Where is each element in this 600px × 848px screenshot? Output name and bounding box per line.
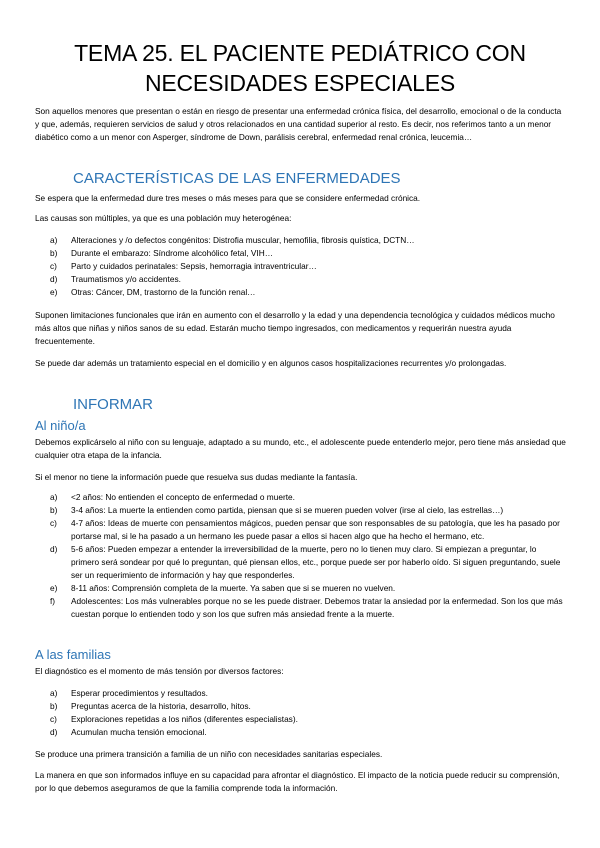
list-item-text: Adolescentes: Los más vulnerables porque no se les puede distraer. Debemos tratar la ansiedad por la enfermedad. Son los que más cuestan porque lo entienden todo y son los que sufren más ansiedad frente a la muerte. [71,596,563,619]
list-item-text: Exploraciones repetidas a los niños (diferentes especialistas). [71,714,298,724]
paragraph-diagnostico: El diagnóstico es el momento de más tensión por diversos factores: [35,666,284,676]
paragraph-explicar: Debemos explicárselo al niño con su lenguaje, adaptado a su mundo, etc., el adolescente puede entenderlo mejor, pero tiene más ansiedad que cualquier otra etapa de la infancia. [35,437,566,460]
paragraph-duracion: Se espera que la enfermedad dure tres meses o más meses para que se considere enfermedad crónica. [35,193,421,203]
paragraph-limitaciones: Suponen limitaciones funcionales que irán en aumento con el desarrollo y la edad y una dependencia tecnológica y cuidados médicos mucho más altos que niñas y niños sanos de su edad. Estarán mucho tiempo ingresados, con medicamentos y requerirán nuestra ayuda frecuentemente. [35,310,555,346]
list-marker: b) [50,701,58,711]
list-item-text: Acumulan mucha tensión emocional. [71,727,207,737]
list-item-text: Durante el embarazo: Síndrome alcohólico fetal, VIH… [71,248,273,258]
section-heading-informar: INFORMAR [73,396,153,413]
list-item [50,260,565,273]
list-marker: b) [50,505,58,515]
factors-list [50,687,565,739]
list-marker: e) [50,583,58,593]
list-item [50,491,565,504]
paragraph-manera: La manera en que son informados influye en su capacidad para afrontar el diagnóstico. El impacto de la noticia puede reducir su comprensión, por lo que debemos aseguramos de que la familia comprende toda la información. [35,770,560,793]
list-item-text: 4-7 años: Ideas de muerte con pensamientos mágicos, pueden pensar que son responsables de su patología, que les ha pasado por portarse mal, si le ha pasado a un hermano les puede pasar a ellos si hacen algo que ha hecho el hermano, etc. [71,518,560,541]
list-marker: a) [50,235,58,245]
list-marker: c) [50,261,57,271]
list-item-text: Parto y cuidados perinatales: Sepsis, hemorragia intraventricular… [71,261,317,271]
list-item-text: Esperar procedimientos y resultados. [71,688,208,698]
list-item [50,517,565,543]
list-item-text: Preguntas acerca de la historia, desarrollo, hitos. [71,701,251,711]
list-item-text: Alteraciones y /o defectos congénitos: Distrofia muscular, hemofilia, fibrosis quística, DCTN… [71,235,415,245]
subheading-familias: A las familias [35,647,111,662]
list-marker: c) [50,714,57,724]
list-item [50,700,565,713]
list-item [50,247,565,260]
list-item [50,543,565,582]
list-marker: a) [50,492,58,502]
list-marker: f) [50,596,56,606]
list-marker: d) [50,544,58,554]
list-item [50,504,565,517]
list-item-text: <2 años: No entienden el concepto de enfermedad o muerte. [71,492,295,502]
list-item-text: 5-6 años: Pueden empezar a entender la irreversibilidad de la muerte, pero no lo tienen muy claro. Si empiezan a preguntar, lo primero será sondear por qué lo preguntan, qué piensan ellos, etc., porque puede ser por haberlo oído. Si siguen preguntando, suele ser un requerimiento de información y hay que responderles. [71,544,561,580]
list-item [50,582,565,595]
intro-paragraph: Son aquellos menores que presentan o están en riesgo de presentar una enfermedad crónica física, del desarrollo, emocional o de la conducta y que, además, requieren servicios de salud y otros relacionados en una cantidad superior al resto. Es decir, nos referimos tanto a un menor diabético como a un menor con Asperger, síndrome de Down, parálisis cerebral, enfermedad renal crónica, leucemia… [35,106,562,142]
list-marker: c) [50,518,57,528]
causes-list [50,234,565,299]
list-item-text: Otras: Cáncer, DM, trastorno de la función renal… [71,287,256,297]
list-item [50,726,565,739]
subheading-nino: Al niño/a [35,418,86,433]
list-marker: a) [50,688,58,698]
list-marker: b) [50,248,58,258]
page-title-line-2: NECESIDADES ESPECIALES [144,70,456,96]
page-title-line-1: TEMA 25. EL PACIENTE PEDIÁTRICO CON [74,40,526,66]
list-item [50,687,565,700]
list-item [50,595,565,621]
paragraph-tratamiento: Se puede dar además un tratamiento especial en el domicilio y en algunos casos hospitalizaciones recurrentes y/o prolongadas. [35,358,507,368]
list-marker: e) [50,287,58,297]
list-marker: d) [50,727,58,737]
paragraph-causas: Las causas son múltiples, ya que es una población muy heterogénea: [35,213,292,223]
list-item [50,713,565,726]
list-item [50,273,565,286]
paragraph-fantasia: Si el menor no tiene la información puede que resuelva sus dudas mediante la fantasía. [35,472,358,482]
ages-list [50,491,565,621]
section-heading-caracteristicas: CARACTERÍSTICAS DE LAS ENFERMEDADES [73,170,401,187]
list-item-text: 8-11 años: Comprensión completa de la muerte. Ya saben que si se mueren no vuelven. [71,583,396,593]
paragraph-transicion: Se produce una primera transición a familia de un niño con necesidades sanitarias especiales. [35,749,383,759]
list-item [50,234,565,247]
list-item-text: 3-4 años: La muerte la entienden como partida, piensan que si se mueren pueden volver (irse al cielo, las estrellas…) [71,505,504,515]
list-item [50,286,565,299]
list-item-text: Traumatismos y/o accidentes. [71,274,181,284]
list-marker: d) [50,274,58,284]
